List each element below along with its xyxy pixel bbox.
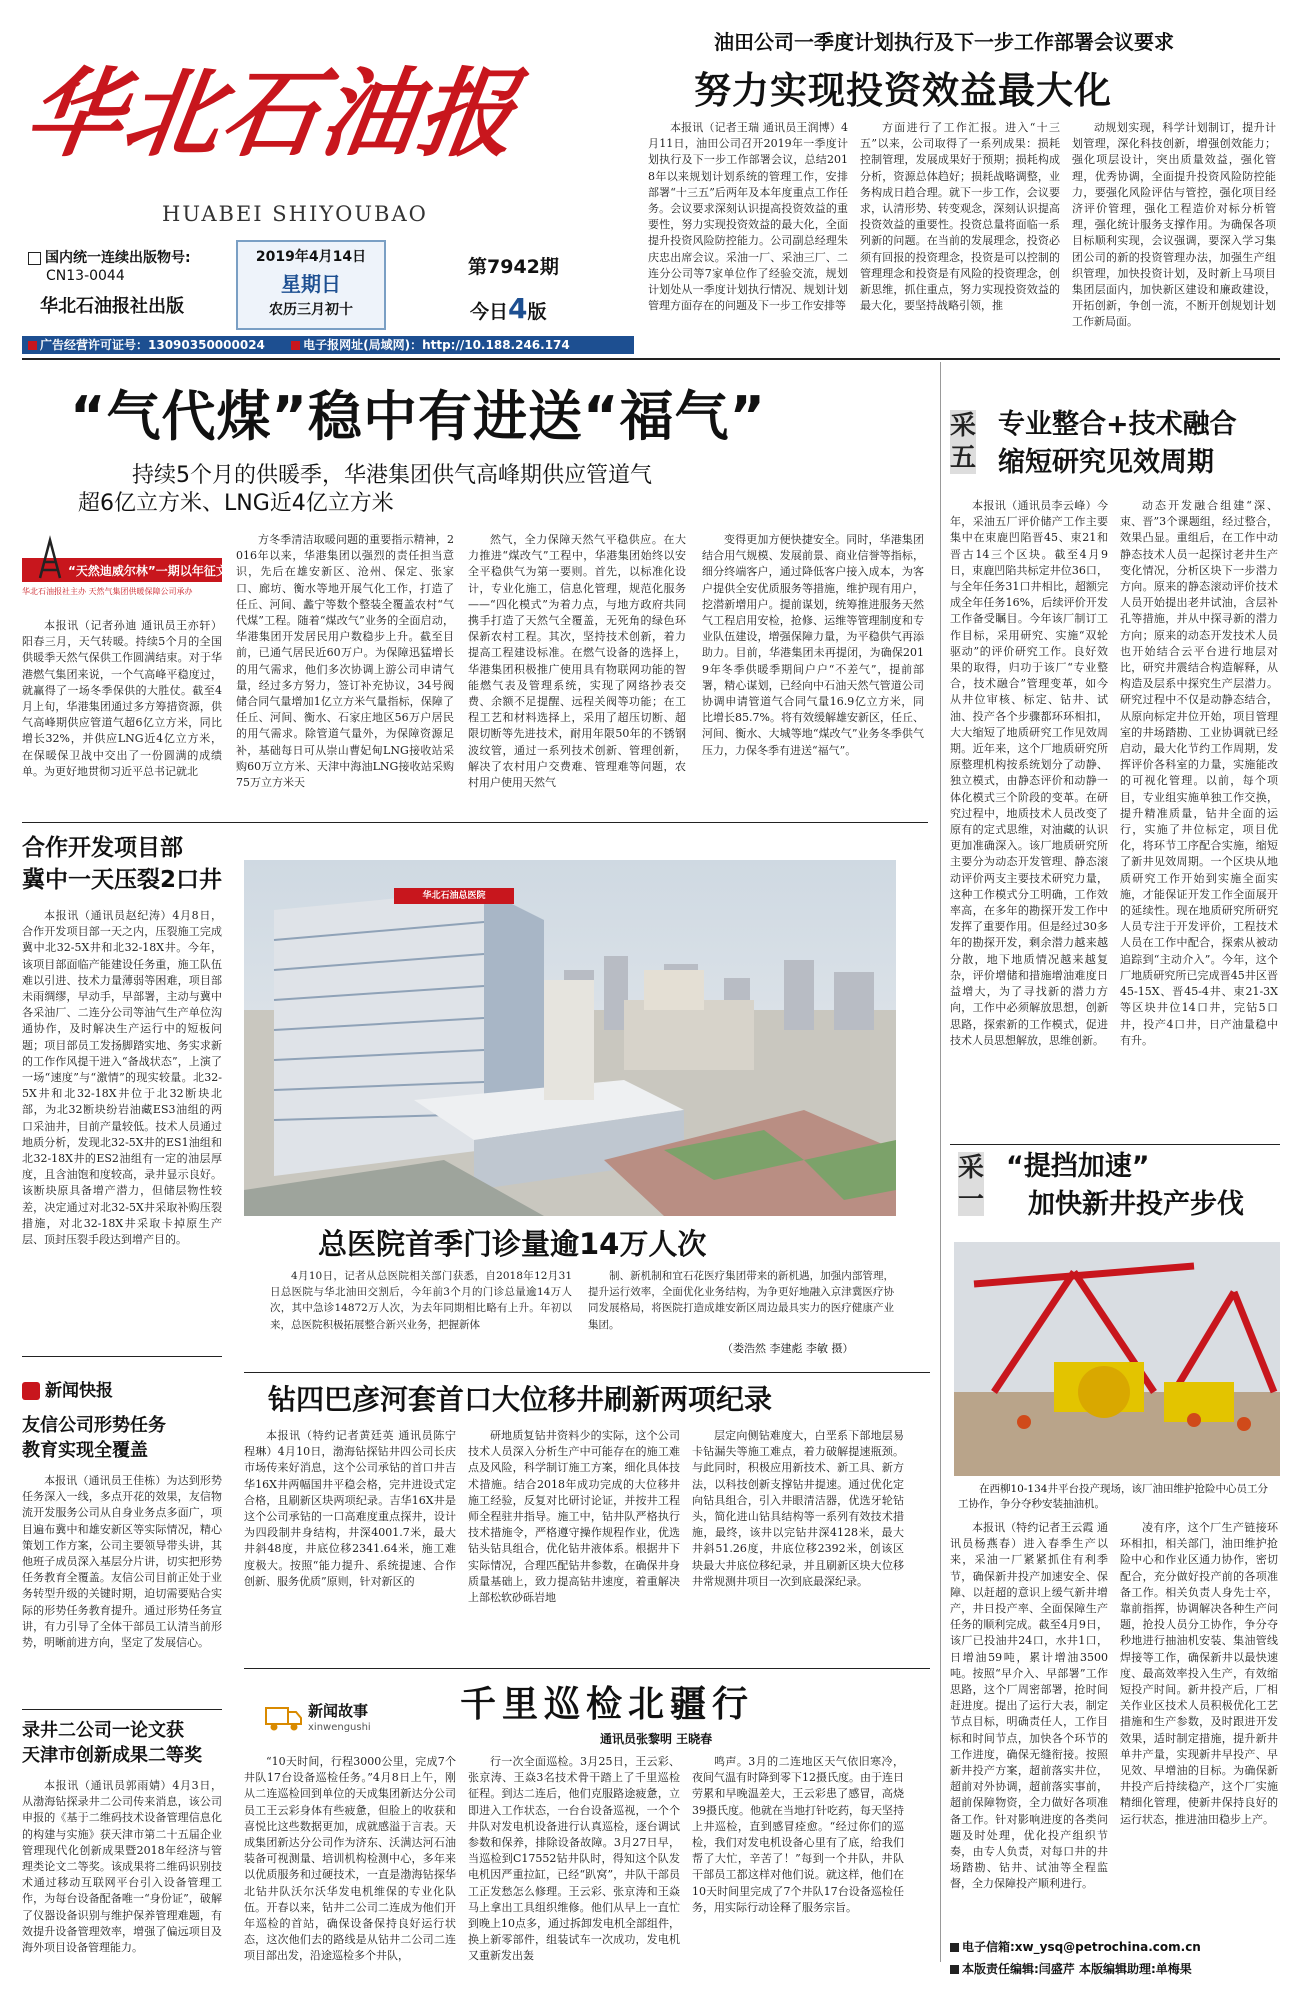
masthead-logo: 华北石油报 xyxy=(19,57,525,170)
lead-story-subtitle: 持续5个月的供暖季，华港集团供气高峰期供应管道气 超6亿立方米、LNG近4亿立方米 xyxy=(78,463,652,516)
hospital-photo xyxy=(244,860,896,1216)
kjb-text: 本报讯（通讯员赵纪涛）4月8日，合作开发项目部一天之内，压裂施工完成冀中北32-5X井和北32-18X井。今年，该项目部面临产能建设任务重，施工队伍难以引进、技术力量薄弱等困难，项目部未雨绸缪，早动手，早部署，主动与冀中各采油厂、二连分公司等油气生产单位沟通协作，及时解决生产运行中的短板问题；项目部员工发扬脚踏实地、务实求新的工作作风提干进入“备战状态”，上演了一场“速度”与“激情”的现实较量。北32-5X井和北32-18X井位于北32断块北部，为北32断块纷岩油藏ES3油组的两口采油井，目前产量较低。技术人员通过地质分析，发现北32-5X井的ES1油组和北32-18X井的ES2油组有一定的油层厚度，且含油饱和度较高，录井显示良好。该断块原具备增产潜力，但储层物性较差，决定通过对北32-5X井采取补购压裂措施，对北32-18X井采取卡掉原生产层、顶封压裂手段达到增产目的。 xyxy=(22,909,222,1247)
cw1-story xyxy=(950,1148,1280,1968)
brief-1-text: 本报讯（通讯员王佳栋）为达到形势任务深入一线，多点开花的效果，友信物流开发服务公司从自身业务点多面广，项目遍布冀中和雄安新区等实际情况，精心策划工作方案，公司主要领导带头讲，其他班子成员深入基层分片讲，切实把形势任务教育全覆盖。友信公司目前正处于业务转型升级的关键时期，迫切需要贴合实际的形势任务教育提升。通过形势任务宣讲，有力引导了全体干部员工认清当前形势，明晰前进方向，坚定了发展信心。 xyxy=(22,1474,222,1650)
well-story-col2: 研地质复钻井资料少的实际，这个公司技术人员深入分析生产中可能存在的施工难点及风险，科学制订施工方案，细化具体技术措施。结合2018年成功完成的大位移井施工经验，反复对比研讨论证，并按井工程师全程驻井指导。施工中，钻井队严格执行技术措施令，严格遵守操作规程作业，优选钻头钻具组合，优化钻井液体系。根据井下实际情况，合理匹配钻井参数，在确保井身质量基础上，致力提高钻井速度，着重解决上部松软砂砾岩地 xyxy=(468,1429,680,1605)
lead-story-col1: 本报讯（记者孙迪 通讯员王亦轩）阳春三月，天气转暖。持续5个月的全国供暖季天然气保供工作圆满结束。对于华港燃气集团来说，一个气高峰平稳度过，就赢得了一场冬季保供的大胜仗。截至4月上旬，华港集团通过多方筹措资源，供气高峰期供应管道气超6亿立方米，同比增长32%，并供应LNG近4亿立方米，在保暖保卫战中交出了一份圆满的成绩单。为更好地贯彻习近平总书记就北 xyxy=(22,619,222,778)
hospital-sign: 华北石油总医院 xyxy=(422,891,486,901)
campaign-badge xyxy=(22,532,228,604)
pumpjack-caption: 在西柳10-134井平台投产现场，该厂油田维护抢险中心员工分工协作，争分夺秒安装抽油机。 xyxy=(958,1483,1268,1510)
cw5-col2: 动态开发融合组建“深、束、晋”3个课题组，经过整合，效果凸显。重组后，在工作中动静态技术人员一起探讨老井生产变化情况，分析区块下一步潜力方向。原来的静态滚动评价技术人员开始提出老井试油，含层补孔等措施，并从中探寻新的潜力方向；原来的动态开发技术人员也开始结合云平台进行地层对比，研究井震结合构造解释，从构造及层系中探究生产层潜力。研究过程中不仅是动静态结合，从原向标定井位开始，项目管理室的井场踏勘、工业协调就已经启动，最大化节约工作周期，发挥评价各科室的力量，实施能改的可视化管理。以前，每个项目，专业组实施单独工作交换，提升精准质量，钻井全面的运行，实施了井位标定，项目优化，将环节工序配合实施，缩短了新井见效周期。一个区块从地质研究工作开始到实施全面实施，才能保证开发工作全面展开的延续性。现在地质研究所研究人员专注于开发评价，工程技术人员在工作中配合，探索从被动追踪到“主动介入”。今年，这个厂地质研究所已完成晋45井区晋45-15X、晋45-4井、束21-3X等区块井位14口井，完钻5口井，投产4口井，日产油量稳中有升。 xyxy=(1120,499,1278,1047)
top-story-col2: 方面进行了工作汇报。进入“十三五”以来，公司取得了一系列成果：损耗控制管理，发展成果好于预期；损耗构成分析，资源总体趋好；损耗战略调整，业务构成日趋合理。就下一步工作，会议要求，认清形势、转变观念，深刻认识提高投资效益的重要性。投资总量将面临一系列新的问题。在当前的发展理念，投资必须有回报的投资理念，投资是可以控制的管理理念和投资是有风险的投资理念，创新思维，抓住重点，努力实现投资效益的最大化，要坚持战略引领，推 xyxy=(860,121,1060,313)
travel-story-col2: 行一次全面巡检。3月25日，王云彩、张京涛、王焱3名技术骨干踏上了千里巡检征程。到达二连后，他们克服路途疲惫，立即进入工作状态，一台台设备巡视，一个个井队对发电机设备进行认真巡检，逐台调试参数和保养，排除设备故障。3月27日早，当巡检到C17552钻井队时，得知这个队发电机因严重拉缸，已经“趴窝”，井队干部员工正发愁怎么修理。王云彩、张京涛和王焱马上拿出工具组织维修。他们从早上一直忙到晚上10点多，通过拆卸发电机全部组件，换上新零部件，组装试车一次成功，发电机又重新发出轰 xyxy=(468,1755,680,1963)
cn-number-code: CN13-0044 xyxy=(46,268,125,284)
news-brief xyxy=(22,1368,222,1960)
masthead-pinyin: HUABEI SHIYOUBAO xyxy=(162,202,428,226)
lead-story-col2: 方冬季清洁取暖问题的重要指示精神，2016年以来，华港集团以强烈的责任担当意识，先后在雄安新区、沧州、保定、张家口、廊坊、衡水等地开展气化工作，打造了任丘、河间、蠡宁等数个整装全覆盖农村“气代煤”工程。随着“煤改气”业务的全面启动，华港集团开发居民用户数稳步上升。截至目前，已通气居民近60万户。为保障迅猛增长的用气需求，他们多次协调上游公司申请气量，经过多方努力，签订补充协议，34号阀储合同气量增加1亿立方米气量指标，保障了任丘、河间、衡水、石家庄地区56万户居民的用气需求。除管道气量外，为保障资源足补，基础每日可从崇山曹妃甸LNG接收站采购60万立方米、天津中海油LNG接收站采购75万立方米天 xyxy=(236,533,454,790)
hospital-photo-credit: （娄浩然 李建彪 李敏 摄） xyxy=(722,1342,854,1355)
cw1-tag: 采 一 xyxy=(958,1153,985,1215)
well-story-title: 钻四巴彦河套首口大位移井刷新两项纪录 xyxy=(268,1383,773,1416)
issue-number: 第7942期 xyxy=(468,256,559,278)
page-count: 今日4版 xyxy=(470,292,547,325)
date: 2019年4月14日 xyxy=(255,249,367,265)
top-story-kicker: 油田公司一季度计划执行及下一步工作部署会议要求 xyxy=(714,30,1174,54)
cn-number-label: 国内统一连续出版物号: xyxy=(28,247,191,267)
travel-story-byline: 通讯员张黎明 王晓春 xyxy=(600,1732,713,1746)
top-story-col3: 动规划实现，科学计划制订，提升计划管理，深化科技创新，增强创效能力；强化项层设计，突出质量效益，强化管理，优秀协调，全面提升投资风险防控能力，要强化风险评估与管控，强化项目经济评价管理，强化工程造价对标分析管理，强化统计服务支撑作用。为确保各项目标顺利实现，会议强调，要深入学习集团公司的新的投资管理办法，加强生产组织管理，加快投资计划，及时新上马项目集团层面内，加快新区建设和廉政建设，开拓创新，争创一流，不断开创规划计划工作新局面。 xyxy=(1072,121,1276,329)
travel-story xyxy=(244,1672,930,1972)
footer-email: 电子信箱:xw_ysq@petrochina.com.cn xyxy=(950,1938,1201,1955)
cw5-story xyxy=(950,398,1280,1047)
lunar-date: 农历三月初十 xyxy=(269,302,353,318)
kjb-title: 合作开发项目部 冀中一天压裂2口井 xyxy=(22,835,223,893)
campaign-badge-label: “天然迪威尔林”一期以年征文 xyxy=(68,564,228,578)
well-story-col1: 本报讯（特约记者黄廷英 通讯员陈宁 程琳）4月10日，渤海钻探钻井四公司长庆市场传来好消息，这个公司承钻的首口井吉华16X井两幅国井平稳会格，完井进设式定合格，且刷新区块两项纪录。吉华16X井是这个公司承钻的一口高难度重点探井，设计为四段制井身结构，井深4001.7米，最大井斜48度，井底位移2341.64米，施工难度极大。按照“能力提升、系统提速、合作创新、服务优质”原则，针对新区的 xyxy=(244,1429,456,1588)
cw1-title: “提挡加速” 加快新井投产步伐 xyxy=(1006,1151,1244,1220)
weekday: 星期日 xyxy=(281,272,341,296)
cw5-col1: 本报讯（通讯员李云峰）今年，采油五厂评价储产工作主要集中在束鹿凹陷晋45、束21和晋古14三个区块。截至4月9日，束鹿凹陷共标定井位36口，与全年任务31口井相比，超额完成全年任务16%，后续评价开发工作备受瞩目。今年该厂制订工作目标，采用研究、实施“双轮驱动”的评价研究工作。良好效果的取得，归功于该厂“专业整合，技术融合”管理变革，如今从井位审核、标定、钻井、试油、投产各个步骤都环环相扣，大大缩短了地质研究工作见效周期。近年来，这个厂地质研究所原整理机构按系统划分了动静、独立模式，由静态评价和动静一体化模式三个阶段的变革。在研究过程中，地质技术人员改变了原有的定式思维，对油藏的认识更加准确深入。该厂地质研究所主要分为动态开发管理、静态滚动评价两支主要技术研究力量，这种工作模式分工明确，工作效率高，在多年的勘探开发工作中发挥了重要作用。但是经过30多年的勘探开发，剩余潜力越来越分散，地下地质情况越来越复杂，评价增储和措施增油难度日益增大，为了寻找新的潜力方向，工作中必须解放思想，创新思路，探索新的工作模式，促进技术人员思想解放，思维创新。 xyxy=(950,499,1108,1047)
travel-story-title: 千里巡检北疆行 xyxy=(460,1683,755,1725)
publisher: 华北石油报社出版 xyxy=(40,296,184,317)
news-brief-header: 新闻快报 xyxy=(22,1376,222,1401)
hospital-caption: 4月10日，记者从总医院相关部门获悉，自2018年12月31日总医院与华北油田交割后，今年前3个月的门诊总量逾14万人次，其中急诊14872万人次，为去年同期相比略有上升。年初以来，总医院积极拓展整合新兴业务，把握新体 制、新机制和宜石花医疗集团带来的新机遇，加强内部管理，提升运行效率，全面优化业务结构，为争更好地融入京津冀医疗协同发展格局，将医院打造成雄安新区周边最具实力的医疗健康产业集团。 （娄浩然 李建彪 李敏 摄） xyxy=(270,1270,894,1355)
date-box xyxy=(236,240,386,330)
travel-story-col3: 鸣声。3月的二连地区天气依旧寒冷，夜间气温有时降到零下12摄氏度。由于连日劳累和早晚温差大，王云彩患了感冒，高烧39摄氏度。他就在当地打针吃药，每天坚持上井巡检，直到感冒痊愈。“经过你们的巡检，我们对发电机设备心里有了底，给我们帮了大忙，辛苦了！”每到一个井队，井队干部员工都这样对他们说。就这样，他们在10天时间里完成了7个井队17台设备巡检任务，用实际行动诠释了服务宗旨。 xyxy=(692,1755,904,1914)
lead-story-title: “气代煤”稳中有进送“福气” xyxy=(70,385,766,448)
cw1-col2: 凌有序，这个厂生产链接环环相扣，相关部门，油田维护抢险中心和作业区通力协作，密切配合，充分做好投产前的各项准备工作。相关负责人身先士卒，靠前指挥，协调解决各种生产问题，抢投人员分工协作，争分夺秒地进行抽油机安装、集油管线焊接等工作，确保新井以最快速度、最高效率投入生产，有效缩短投产时间。新井投产后，厂相关作业区技术人员积极优化工艺措施和生产参数，及时跟进开发效果，适时制定措施，提升新井单井产量，实现新井早投产、早见效、早增油的目标。为确保新井投产后持续稳产，这个厂实施精细化管理，使新井保持良好的运行状态，推进油田稳步上产。 xyxy=(1120,1521,1278,1826)
top-story xyxy=(648,24,1280,344)
footer-editor: 本版责任编辑:闫盛芹 本版编辑助理:单梅果 xyxy=(950,1960,1192,1977)
travel-story-col1: “10天时间，行程3000公里，完成7个井队17台设备巡检任务。”4月8日上午，刚从二连巡检回到单位的天成集团新达分公司员工王云彩身体有些疲惫，但脸上的收获和喜悦比这些数据更加，成就感溢于言表。天成集团新达分公司作为济东、沃满达河石油装备可视测量、培训机构检测中心，多年来以优质服务和过硬技术，一直是渤海钻探华北钻井队沃尔沃华发电机维保的专业化队伍。开春以来，钻井二公司二连成为他们开年巡检的首站，确保设备保持良好运行状态，这次他们去的路线是从钻井二公司二连项目部出发，沿途巡检多个井队， xyxy=(244,1755,456,1963)
well-story-col3: 层定向侧钻难度大，白垩系下部地层易卡钻漏失等施工难点，着力破解提速瓶颈。与此同时，积极应用新技术、新工具、新方法，以科技创新支撑钻井提速。通过优化定向钻具组合，引入井眼清洁器，优选牙轮钻头，简化进山钻具结构等一系列有效技术措施，最终，该井以完钻井深4128米，最大井斜51.26度，井底位移2392米，创该区块最大井底位移纪录，并且刷新区块大位移井常规测井项目一次到底最深纪录。 xyxy=(692,1429,904,1588)
well-story xyxy=(244,1378,930,1668)
top-story-title: 努力实现投资效益最大化 xyxy=(694,69,1112,112)
pumpjack-photo xyxy=(954,1242,1280,1476)
news-story-label: 新闻故事 xinwengushi xyxy=(264,1692,384,1742)
campaign-badge-sub: 华北石油报社主办 天然气集团供暖保障公司承办 xyxy=(22,587,193,596)
lead-story-col3: 然气，全力保障天然气平稳供应。在大力推进“煤改气”工程中，华港集团始终以安全平稳供气为第一要则。首先，以标准化设计，专业化施工，信息化管理，规范化服务——“四化模式”为着力点，与地方政府共同携手打造了天然气全覆盖，无死角的绿色环保新农村工程。其次，坚持技术创新，着力提高工程建设标准。在燃气设备的选择上，华港集团积极推广使用具有物联网功能的智能燃气表及管理系统，实现了网络抄表交费、余额不足提醒、远程关阀等功能；在工程工艺和材料选择上，采用了超压切断、超限切断等先进技术，耐用年限50年的不锈钢波纹管，通过一系列技术创新、管理创新，解决了农村用户交费难、管理难等问题，农村用户使用天然气 xyxy=(468,533,686,790)
hospital-title: 总医院首季门诊量逾14万人次 xyxy=(318,1227,707,1261)
truck-icon xyxy=(264,1700,304,1734)
cw1-col1: 本报讯（特约记者王云霞 通讯员杨燕春）进入春季生产以来，采油一厂紧紧抓住有利季节，确保新井投产加速安全、保障、以赶超的意识上缓气新井增产，井日投产率、全面保障生产任务的顺利完成。截至4月9日，该厂已投油井24口，水井1口，日增油59吨，累计增油3500吨。按照“早介入、早部署”工作思路，这个厂周密部署，抢时间赶进度。提出了运行大表，制定节点目标，明确责任人，工作目标和时间节点，加快各个环节的工作进度，确保无缝衔接。按照新井投产方案，超前落实井位，超前对外协调，超前落实事前，超前保障物资，全力做好各项准备工作。针对影响进度的各类问题及时处理，优化投产组织节奏，由专人负责，对每口井的井场踏勘、钻井、试油等全程监督，全力保障投产顺利进行。 xyxy=(950,1521,1108,1891)
brief-1-title: 友信公司形势任务 教育实现全覆盖 xyxy=(22,1415,166,1461)
license-bar: 广告经营许可证号：13090350000024 电子报网址(局域网)：http://10.188.246.174 xyxy=(22,336,634,354)
brief-2-title: 录井二公司一论文获 天津市创新成果二等奖 xyxy=(22,1720,202,1766)
lead-story-col4: 变得更加方便快捷安全。同时，华港集团结合用气规模、发展前景、商业信誉等指标，细分终端客户，通过降低客户接入成本，为客户提供全安优质服务等措施，维护现有用户，挖潜新增用户。提前谋划，统筹推进服务天然气工程启用安检，抢修、运维等管理制度和专业队伍建设，增强保障力量，为平稳供气再添助力。目前，华港集团未再提闭，为确保2019年冬季供暖季期间户户“不差气”，提前部署，精心谋划，已经向中石油天然气管道公司协调申请管道气合同气量16.9亿立方米，同比增长85.7%。将有效缓解雄安新区，任丘、河间、衡水、大城等地“煤改气”业务冬季供气压力，力保冬季有进送“福气”。 xyxy=(702,533,924,757)
top-story-col1: 本报讯（记者王瑞 通讯员王润博）4月11日，油田公司召开2019年一季度计划执行及下一步工作部署会议，总结2018年以来规划计划系统的管理工作，安排部署“十三五”后两年及本年度重点工作任务。会议要求深刻认识提高投资效益的重要性，努力实现投资效益的最大化，全面提升投资风险防控能力。公司副总经理朱庆忠出席会议。采油一厂、采油三厂、二连分公司等7家单位作了经验交流，规划计划处从一季度计划执行情况、规划计划管理方面存在的问题及下一步工作安排等 xyxy=(648,121,848,313)
checkbox-icon xyxy=(28,252,41,265)
cw5-tag: 采 五 xyxy=(950,411,977,473)
cw5-title: 专业整合+技术融合 缩短研究见效周期 xyxy=(998,409,1237,478)
brief-2-text: 本报讯（通讯员郭雨婧）4月3日，从渤海钻探录井二公司传来消息，该公司申报的《基于二维码技术设备管理信息化的构建与实施》获天津市第二十五届企业管理现代化创新成果暨2018年经济与管理类论文二等奖。该成果将二维码识别技术通过移动互联网平台引入设备管理工作，为每台设备配备唯一“身份证”，破解了仪器设备识别与维护保养管理难题，有效提升设备管理效率，增强了偏远项目及海外项目设备管理能力。 xyxy=(22,1779,222,1955)
lead-story xyxy=(22,362,930,817)
kjb-story xyxy=(22,830,222,1370)
news-icon xyxy=(22,1382,40,1400)
